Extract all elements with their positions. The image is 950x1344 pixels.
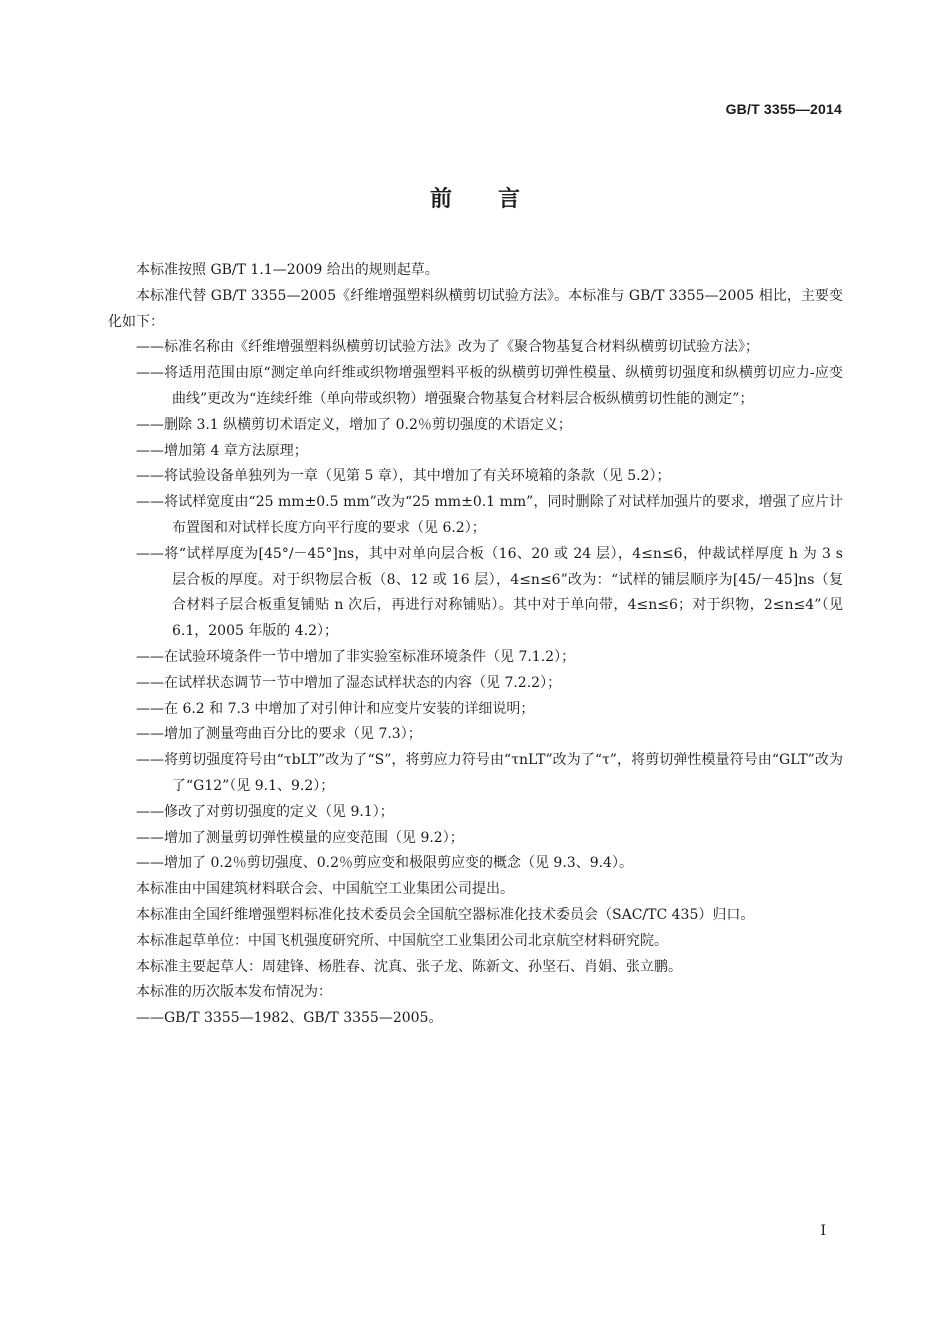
change-item: ——增加了测量剪切弹性模量的应变范围（见 9.2）； (136, 829, 464, 846)
page-title: 前言 (429, 187, 566, 212)
change-item: ——增加了 0.2％剪切强度、0.2％剪应变和极限剪应变的概念（见 9.3、9.4）。 (136, 855, 633, 872)
change-item: ——增加了测量弯曲百分比的要求（见 7.3）； (136, 726, 422, 743)
change-item: ——在 6.2 和 7.3 中增加了对引伸计和应变片安装的详细说明； (136, 700, 535, 717)
change-item: ——修改了对剪切强度的定义（见 9.1）； (136, 803, 394, 820)
page-number: I (820, 1223, 826, 1239)
closing-paragraph: 本标准由中国建筑材料联合会、中国航空工业集团公司提出。 (136, 881, 514, 898)
change-item: ——将“试样厚度为[45°/－45°]ns，其中对单向层合板（16、20 或 24 层），4≤n≤6，仲裁试样厚度 h 为 3 s 层合板的厚度。对于织物层合板（8、12 或 16 层），4≤n≤6”改为：“试样的铺层顺序为[45/－45]ns（复合材料子层合板重复铺贴 n 次后，再进行对称铺贴）。其中对于单向带，4≤n≤6；对于织物，2≤n≤4”（见 6.1，2005 年版的 4.2）； (136, 545, 843, 640)
intro-paragraph: 本标准代替 GB/T 3355—2005《纤维增强塑料纵横剪切试验方法》。本标准与 GB/T 3355—2005 相比，主要变化如下： (108, 287, 843, 330)
closing-paragraph: 本标准起草单位：中国飞机强度研究所、中国航空工业集团公司北京航空材料研究院。 (136, 932, 668, 949)
change-item: ——在试验环境条件一节中增加了非实验室标准环境条件（见 7.1.2）； (136, 648, 576, 665)
change-item: ——标准名称由《纤维增强塑料纵横剪切试验方法》改为了《聚合物基复合材料纵横剪切试验方法》； (136, 339, 759, 356)
change-item: ——删除 3.1 纵横剪切术语定义，增加了 0.2％剪切强度的术语定义； (136, 416, 572, 433)
document-body (108, 258, 843, 1032)
standard-code: GB/T 3355—2014 (725, 101, 842, 117)
change-item: ——在试样状态调节一节中增加了湿态试样状态的内容（见 7.2.2）； (136, 674, 562, 691)
closing-paragraph: 本标准的历次版本发布情况为： (136, 984, 332, 1001)
change-item: ——增加第 4 章方法原理； (136, 442, 308, 459)
change-item: ——将试样宽度由“25 mm±0.5 mm”改为“25 mm±0.1 mm”，同时删除了对试样加强片的要求，增强了应片计布置图和对试样长度方向平行度的要求（见 6.2）； (136, 494, 843, 536)
closing-paragraph: 本标准由全国纤维增强塑料标准化技术委员会全国航空器标准化技术委员会（SAC/TC 435）归口。 (136, 906, 755, 923)
change-item: ——将剪切强度符号由“τbLT”改为了“S”，将剪应力符号由“τnLT”改为了“τ”，将剪切弹性模量符号由“GLT”改为了“G12”（见 9.1、9.2）； (136, 752, 843, 794)
change-item: ——将适用范围由原“测定单向纤维或织物增强塑料平板的纵横剪切弹性模量、纵横剪切强度和纵横剪切应力-应变曲线”更改为“连续纤维（单向带或织物）增强聚合物基复合材料层合板纵横剪切性能的测定”； (136, 365, 843, 407)
intro-paragraph: 本标准按照 GB/T 1.1—2009 给出的规则起草。 (136, 262, 439, 278)
closing-paragraph: 本标准主要起草人：周建锋、杨胜春、沈真、张子龙、陈新文、孙坚石、肖娟、张立鹏。 (136, 958, 682, 975)
history-item: ——GB/T 3355—1982、GB/T 3355—2005。 (136, 1010, 443, 1027)
change-item: ——将试验设备单独列为一章（见第 5 章），其中增加了有关环境箱的条款（见 5.2）； (136, 468, 671, 485)
